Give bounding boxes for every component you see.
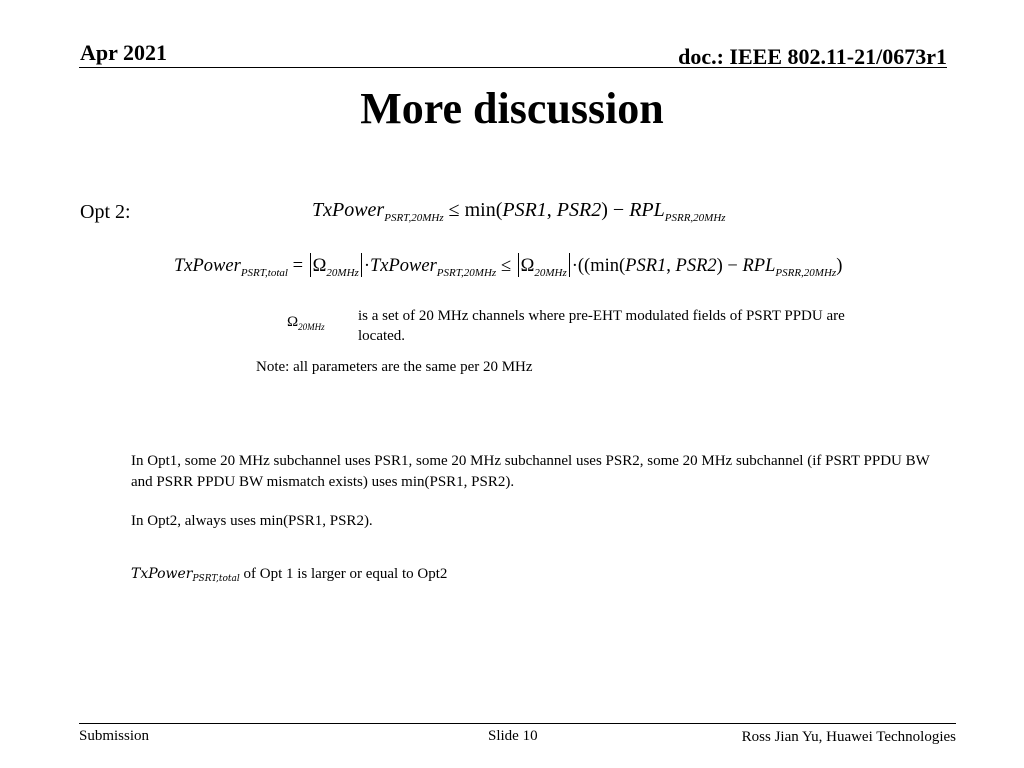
formula2-dot2: ·((min( — [571, 256, 626, 276]
formula-txpower-total — [174, 253, 842, 277]
formula2-omega: Ω — [312, 256, 327, 276]
formula2-lhs: TxPower — [174, 256, 241, 276]
footer-submission: Submission — [79, 728, 150, 744]
formula2-comma: , — [666, 256, 676, 276]
formula2-rpl-sub: PSRR,20MHz — [775, 267, 837, 279]
compare-symbol-sub: PSRT,total — [192, 574, 240, 584]
formula2-dot: · — [363, 256, 370, 276]
formula1-psr2: PSR2 — [556, 199, 602, 221]
slide-title: More discussion — [360, 84, 664, 133]
formula2-psr1: PSR1 — [625, 256, 667, 276]
formula2-omega2-sub: 20MHz — [534, 267, 567, 279]
formula2-omega2: Ω — [520, 256, 535, 276]
formula1-comma: , — [546, 199, 557, 221]
formula1-lhs: TxPower — [312, 199, 385, 221]
note-text: Note: all parameters are the same per 20 MHz — [256, 359, 533, 375]
abs-bar-left — [310, 253, 311, 277]
formula2-le: ≤ — [496, 256, 516, 276]
paragraph-compare — [131, 566, 447, 584]
omega-symbol — [287, 314, 325, 331]
abs-bar-right — [361, 253, 362, 277]
formula1-rpl: RPL — [629, 199, 665, 221]
formula1-rpl-sub: PSRR,20MHz — [664, 212, 726, 224]
abs-bar-right-2 — [569, 253, 570, 277]
abs-bar-left-2 — [518, 253, 519, 277]
formula2-close: ) — [836, 256, 843, 276]
formula1-lhs-sub: PSRT,20MHz — [384, 212, 444, 224]
formula2-tx-sub: PSRT,20MHz — [436, 267, 497, 279]
formula-txpower-20mhz — [312, 199, 726, 222]
footer-author: Ross Jian Yu, Huawei Technologies — [741, 729, 956, 745]
option-label: Opt 2: — [80, 201, 131, 223]
footer-rule — [79, 723, 956, 724]
formula2-close-minus: ) − — [716, 256, 743, 276]
header-doc-id: doc.: IEEE 802.11-21/0673r1 — [678, 44, 947, 69]
header-rule — [79, 67, 947, 68]
omega-symbol-sub: 20MHz — [298, 322, 325, 332]
paragraph-opt2: In Opt2, always uses min(PSR1, PSR2). — [131, 513, 373, 529]
formula2-omega-sub: 20MHz — [326, 267, 359, 279]
formula2-tx: TxPower — [369, 256, 437, 276]
formula1-close-minus: ) − — [601, 199, 630, 221]
footer-slide-number: Slide 10 — [488, 728, 538, 744]
compare-text: of Opt 1 is larger or equal to Opt2 — [243, 566, 448, 582]
formula1-psr1: PSR1 — [502, 199, 547, 221]
formula1-op: ≤ min( — [448, 199, 503, 221]
compare-symbol-main: TxPower — [131, 566, 193, 582]
omega-description: is a set of 20 MHz channels where pre-EHT modulated fields of PSRT PPDU are located. — [358, 308, 845, 344]
formula2-lhs-sub: PSRT,total — [240, 267, 288, 279]
formula2-psr2: PSR2 — [675, 256, 717, 276]
omega-symbol-char: Ω — [287, 314, 299, 330]
header-date: Apr 2021 — [80, 40, 167, 65]
formula2-rpl: RPL — [742, 256, 776, 276]
paragraph-opt1: In Opt1, some 20 MHz subchannel uses PSR1, some 20 MHz subchannel uses PSR2, some 20 MHz subchannel (if PSRT PPDU BW and PSRR PPDU BW mismatch exists) uses min(PSR1, PSR2). — [131, 453, 930, 490]
formula2-eq: = — [287, 256, 308, 276]
compare-symbol — [131, 566, 240, 582]
